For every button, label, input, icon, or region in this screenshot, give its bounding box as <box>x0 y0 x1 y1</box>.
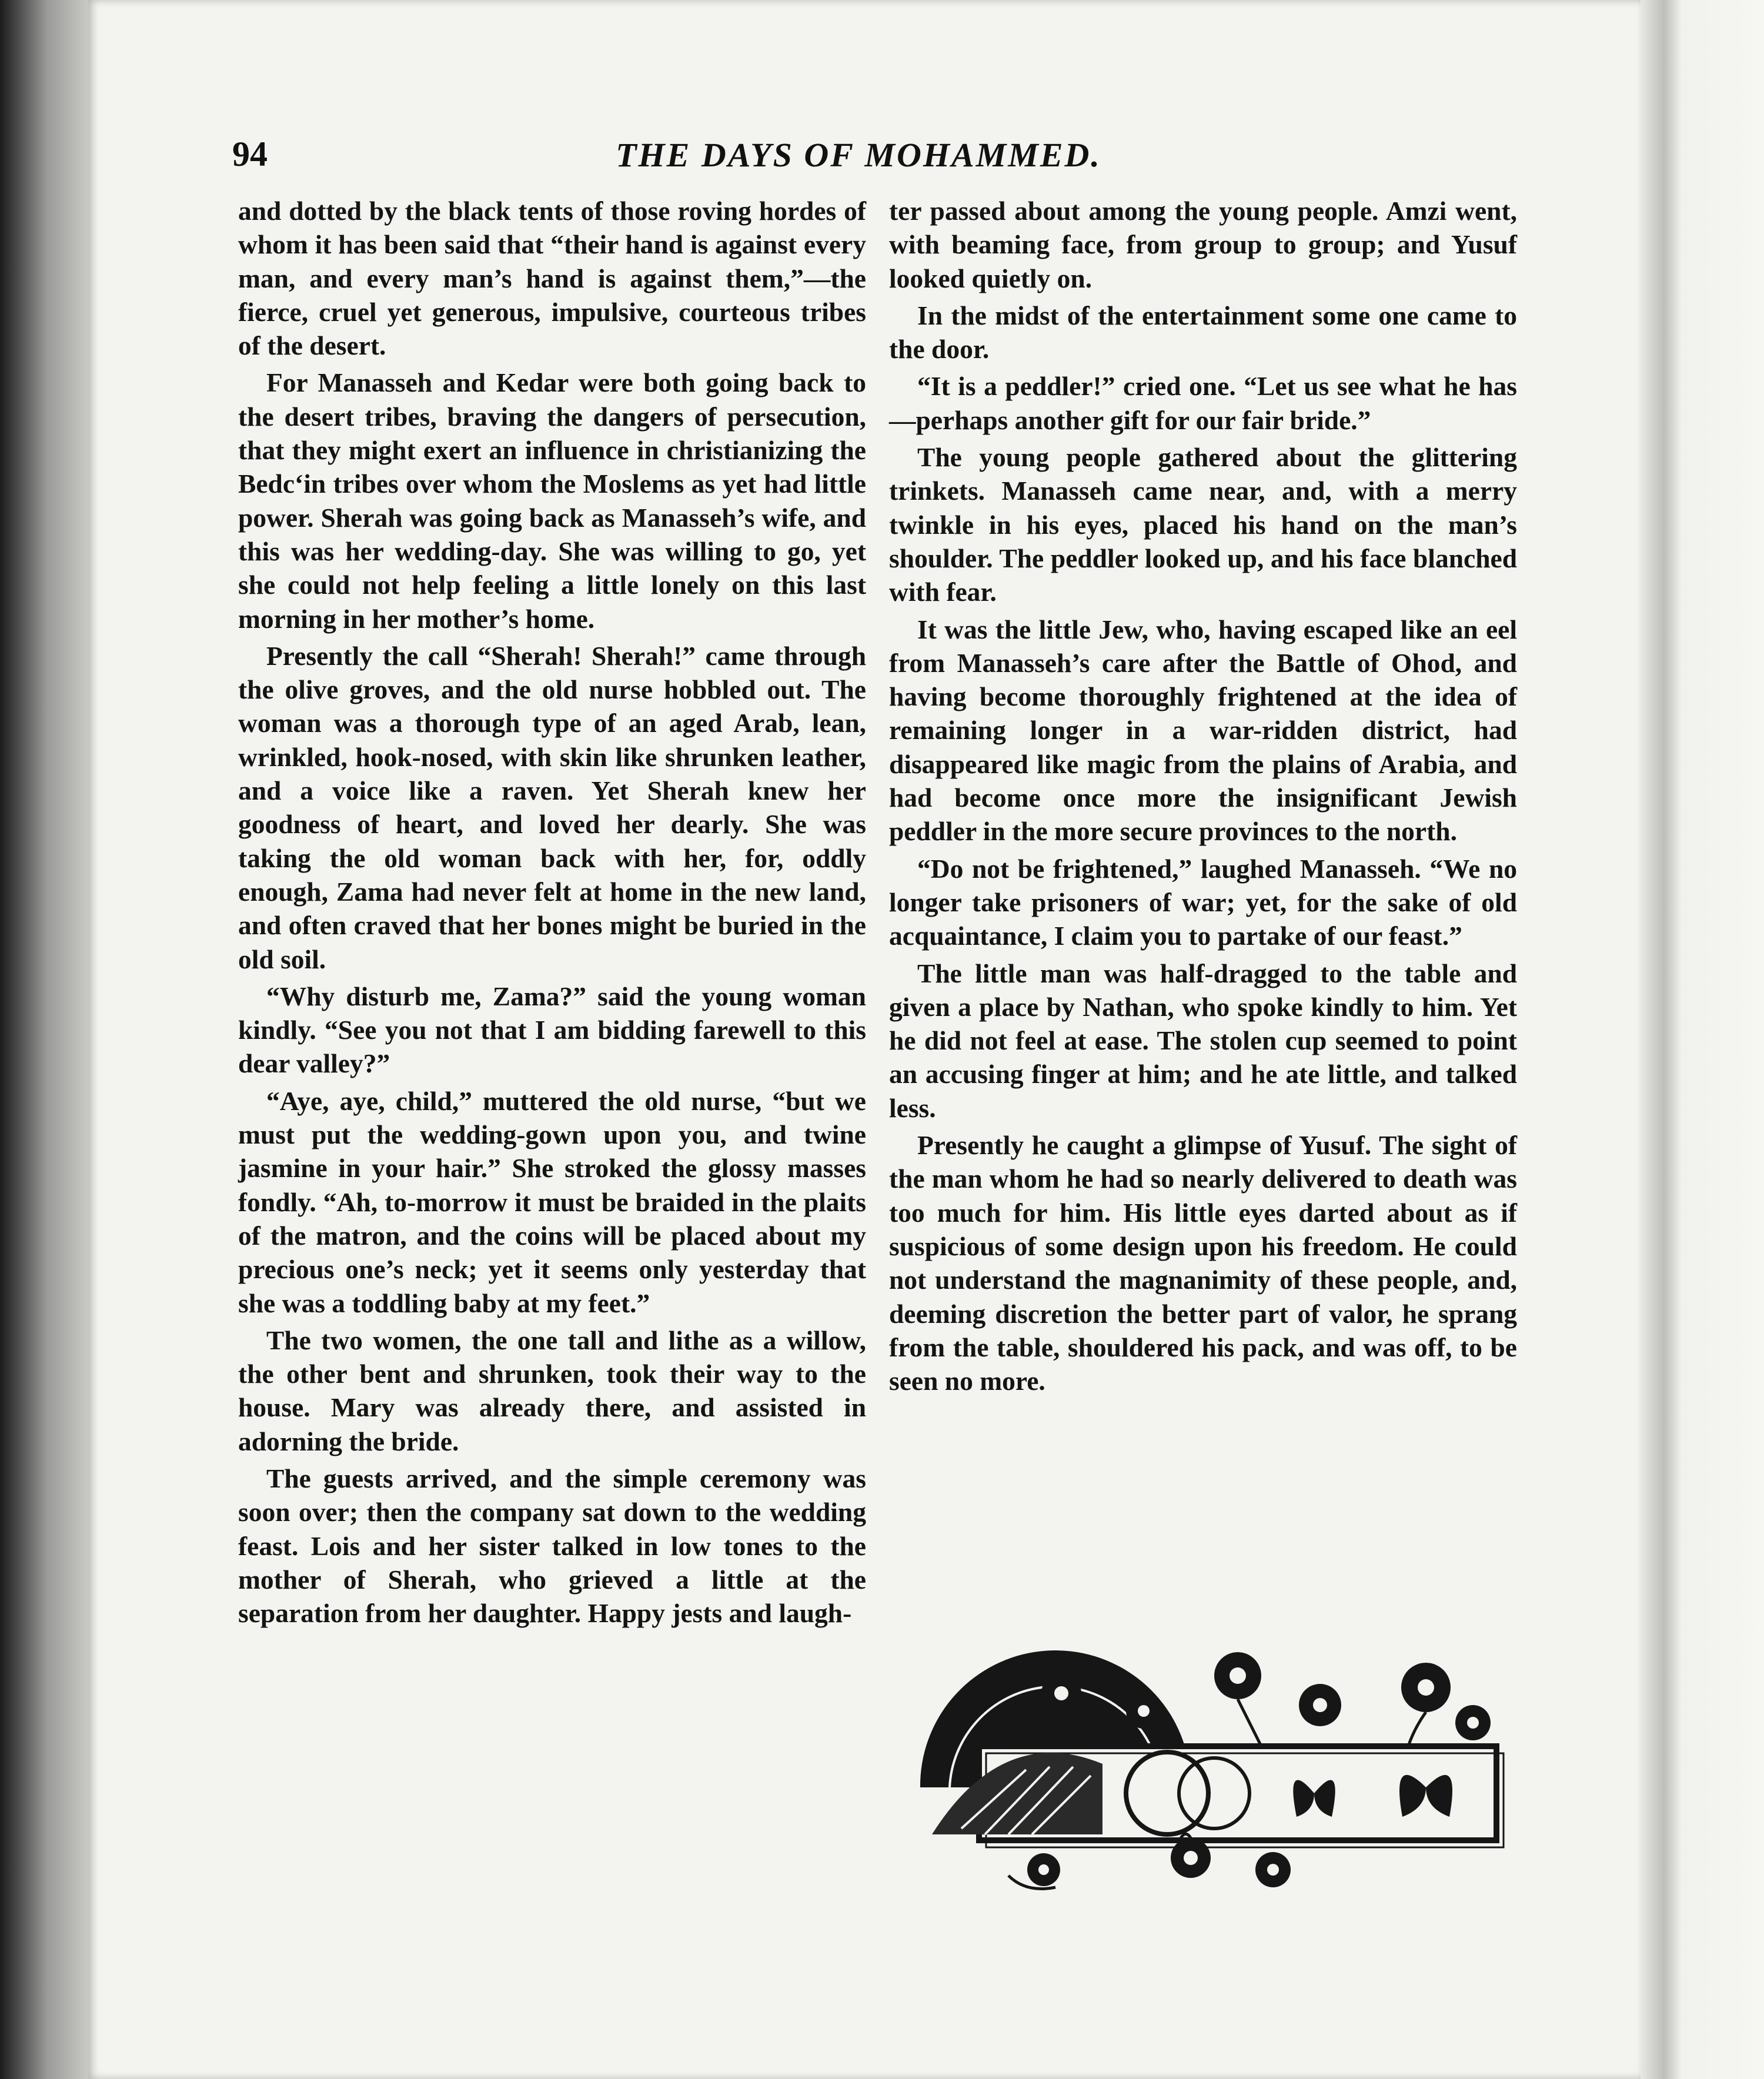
right-paragraph-3: “It is a peddler!” cried one. “Let us see what he has—perhaps another gift for our fair bride.” <box>889 371 1517 435</box>
left-paragraph-7: The guests arrived, and the simple ceremony was soon over; then the company sat down to the wedding feast. Lois and her sister talked in low tones to the mother of Sherah, who grieved a little at the separation from her daughter. Happy jests and laugh- <box>238 1463 866 1629</box>
right-paragraph-1: ter passed about among the young people. Amzi went, with beaming face, from group to group; and Yusuf looked quietly on. <box>889 196 1517 293</box>
right-paragraph-7: The little man was half-dragged to the table and given a place by Nathan, who spoke kindly to him. Yet he did not feel at ease. The stolen cup seemed to point an accusing finger at him; and he ate little, and talked less. <box>889 958 1517 1123</box>
left-paragraph-2: For Manasseh and Kedar were both going back to the desert tribes, braving the dangers of persecution, that they might exert an influence in christianizing the Bedc‘in tribes over whom the Moslems as yet had little power. Sherah was going back as Manasseh’s wife, and this was her wedding-day. She was willing to go, yet she could not help feeling a little lonely on this last morning in her mother’s home. <box>238 367 866 634</box>
left-column <box>238 194 866 1630</box>
right-paragraph-6: “Do not be frightened,” laughed Manasseh. “We no longer take prisoners of war; yet, for the sake of old acquaintance, I claim you to partake of our feast.” <box>889 853 1517 951</box>
left-paragraph-5: “Aye, aye, child,” muttered the old nurse, “but we must put the wedding-gown upon you, and twine jasmine in your hair.” She stroked the glossy masses fondly. “Ah, to-morrow it must be braided in the plaits of the matron, and the coins will be placed about my precious one’s neck; yet it seems only yesterday that she was a toddling baby at my feet.” <box>238 1085 866 1318</box>
right-paragraph-2: In the midst of the entertainment some one came to the door. <box>889 300 1517 365</box>
floral-fan-butterfly-tailpiece-icon <box>908 1640 1508 1899</box>
right-column <box>889 194 1517 1398</box>
left-paragraph-6: The two women, the one tall and lithe as a willow, the other bent and shrunken, took their way to the house. Mary was already there, and assisted in adorning the bride. <box>238 1325 866 1456</box>
left-paragraph-4: “Why disturb me, Zama?” said the young woman kindly. “See you not that I am bidding farewell to this dear valley?” <box>238 981 866 1079</box>
book-binding-gutter <box>0 0 88 2079</box>
right-paragraph-5: It was the little Jew, who, having escaped like an eel from Manasseh’s care after the Battle of Ohod, and having become thoroughly frightened at the idea of remaining longer in a war-ridden district, had disappeared like magic from the plains of Arabia, and had become once more the insignificant Jewish peddler in the more secure provinces to the north. <box>889 614 1517 847</box>
next-page-edge <box>1641 0 1764 2079</box>
left-paragraph-3: Presently the call “Sherah! Sherah!” came through the olive groves, and the old nurse hobbled out. The woman was a thorough type of an aged Arab, lean, wrinkled, hook-nosed, with skin like shrunken leather, and a voice like a raven. Yet Sherah knew her goodness of heart, and loved her dearly. She was taking the old woman back with her, for, oddly enough, Zama had never felt at home in the new land, and often craved that her bones might be buried in the old soil. <box>238 640 866 974</box>
left-paragraph-1: and dotted by the black tents of those roving hordes of whom it has been said that “their hand is against every man, and every man’s hand is against them,”—the fierce, cruel yet generous, impulsive, courteous tribes of the desert. <box>238 196 866 361</box>
running-head: THE DAYS OF MOHAMMED. <box>616 136 1101 174</box>
right-paragraph-8: Presently he caught a glimpse of Yusuf. The sight of the man whom he had so nearly delivered to death was too much for him. His little eyes darted about as if suspicious of some design upon his freedom. He could not understand the magnanimity of these people, and, deeming discretion the better part of valor, he sprang from the table, shouldered his pack, and was off, to be seen no more. <box>889 1130 1517 1396</box>
right-paragraph-4: The young people gathered about the glittering trinkets. Manasseh came near, and, with a merry twinkle in his eyes, placed his hand on the man’s shoulder. The peddler looked up, and his face blanched with fear. <box>889 442 1517 607</box>
page-number: 94 <box>232 135 268 173</box>
